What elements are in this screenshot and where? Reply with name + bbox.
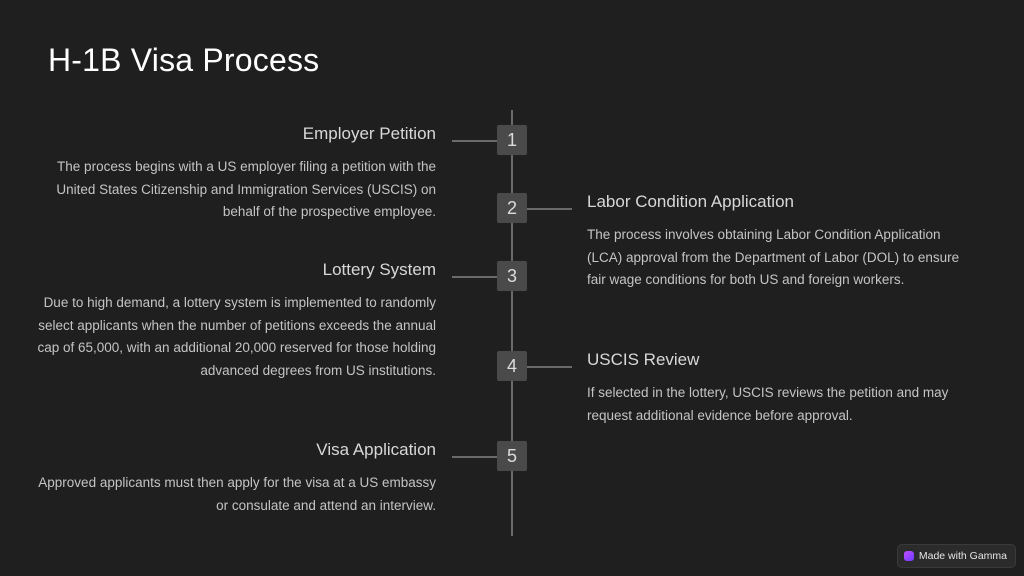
step-5-number-badge: 5	[497, 441, 527, 471]
step-5-description: Approved applicants must then apply for the visa at a US embassy or consulate and attend an interview.	[38, 475, 436, 513]
step-1-title: Employer Petition	[302, 124, 436, 143]
step-4-number-badge: 4	[497, 351, 527, 381]
gamma-logo-icon	[904, 551, 914, 561]
made-with-gamma-label: Made with Gamma	[918, 550, 1007, 562]
step-3-lottery-system	[36, 258, 436, 382]
step-2-labor-condition-application	[587, 190, 977, 292]
timeline-connector-4	[526, 366, 572, 368]
page-title: H-1B Visa Process	[48, 42, 320, 78]
step-4-description: If selected in the lottery, USCIS reviews the petition and may request additional evidence before approval.	[587, 385, 949, 423]
step-3-description: Due to high demand, a lottery system is implemented to randomly select applicants when the number of petitions exceeds the annual cap of 65,000, with an additional 20,000 reserved for those holding advanced degrees from US institutions.	[37, 295, 436, 378]
timeline-connector-3	[452, 276, 498, 278]
timeline-line	[511, 110, 513, 536]
step-4-title: USCIS Review	[587, 350, 700, 369]
timeline-connector-5	[452, 456, 498, 458]
timeline-connector-2	[526, 208, 572, 210]
step-2-description: The process involves obtaining Labor Condition Application (LCA) approval from the Department of Labor (DOL) to ensure fair wage conditions for both US and foreign workers.	[587, 227, 960, 287]
step-2-number-badge: 2	[497, 193, 527, 223]
step-4-uscis-review	[587, 348, 977, 427]
step-3-number-badge: 3	[497, 261, 527, 291]
step-5-visa-application	[36, 438, 436, 517]
step-3-title: Lottery System	[322, 260, 436, 279]
step-1-description: The process begins with a US employer filing a petition with the United States Citizenship and Immigration Services (USCIS) on behalf of the prospective employee.	[56, 159, 436, 219]
timeline-connector-1	[452, 140, 498, 142]
step-1-employer-petition	[36, 122, 436, 224]
made-with-gamma-badge[interactable]	[897, 544, 1016, 568]
step-2-title: Labor Condition Application	[587, 192, 794, 211]
step-5-title: Visa Application	[316, 440, 436, 459]
step-1-number-badge: 1	[497, 125, 527, 155]
